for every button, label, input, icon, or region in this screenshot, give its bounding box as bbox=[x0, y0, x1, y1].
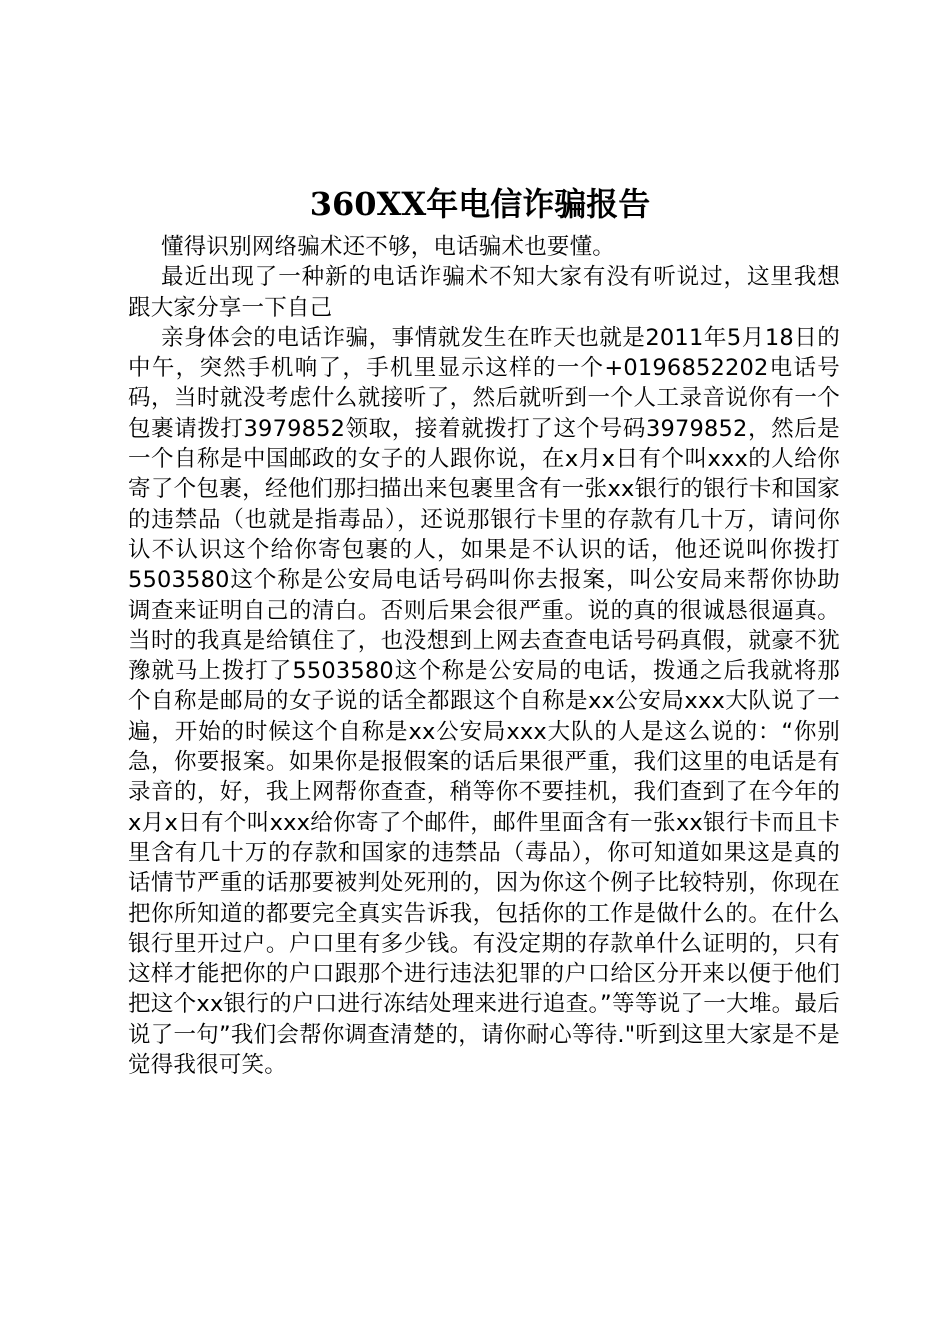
document-body bbox=[128, 232, 840, 1080]
document-title: 360XX年电信诈骗报告 bbox=[309, 185, 651, 223]
paragraph-intro: 懂得识别网络骗术还不够，电话骗术也要懂。 bbox=[161, 234, 616, 260]
paragraph-share: 最近出现了一种新的电话诈骗术不知大家有没有听说过，这里我想跟大家分享一下自己 bbox=[128, 264, 840, 321]
paragraph-story: 亲身体会的电话诈骗，事情就发生在昨天也就是2011年5月18日的中午，突然手机响了，手机里显示这样的一个+0196852202电话号码，当时就没考虑什么就接听了，然后就听到一个人工录音说你有一个包裹请拨打3979852领取，接着就拨打了这个号码3979852，然后是一个自称是中国邮政的女子的人跟你说，在x月x日有个叫xxx的人给你寄了个包裹，经他们那扫描出来包裹里含有一张xx银行的银行卡和国家的违禁品（也就是指毒品），还说那银行卡里的存款有几十万，请问你认不认识这个给你寄包裹的人，如果是不认识的话，他还说叫你拨打5503580这个称是公安局电话号码叫你去报案，叫公安局来帮你协助调查来证明自己的清白。否则后果会很严重。说的真的很诚恳很逼真。当时的我真是给镇住了，也没想到上网去查查电话号码真假，就豪不犹豫就马上拨打了5503580这个称是公安局的电话，拨通之后我就将那个自称是邮局的女子说的话全都跟这个自称是xx公安局xxx大队说了一遍，开始的时候这个自称是xx公安局xxx大队的人是这么说的：“你别急，你要报案。如果你是报假案的话后果很严重，我们这里的电话是有录音的，好，我上网帮你查查，稍等你不要挂机，我们查到了在今年的x月x日有个叫xxx给你寄了个邮件，邮件里面含有一张xx银行卡而且卡里含有几十万的存款和国家的违禁品（毒品），你可知道如果这是真的话情节严重的话那要被判处死刑的，因为你这个例子比较特别，你现在把你所知道的都要完全真实告诉我，包括你的工作是做什么的。在什么银行里开过户。户口里有多少钱。有没定期的存款单什么证明的，只有这样才能把你的户口跟那个进行违法犯罪的户口给区分开来以便于他们把这个xx银行的户口进行冻结处理来进行追查。”等等说了一大堆。最后说了一句”我们会帮你调查清楚的，请你耐心等待."听到这里大家是不是觉得我很可笑。 bbox=[128, 324, 840, 1079]
